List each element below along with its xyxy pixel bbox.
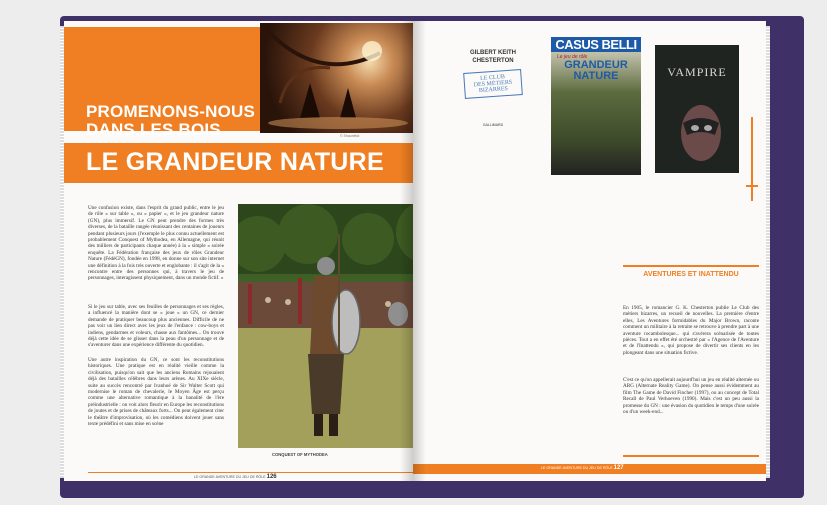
section-kicker [86, 103, 255, 139]
vampire-book [655, 45, 739, 173]
book-publisher [455, 123, 531, 127]
book-author: GILBERT KEITH CHESTERTON [470, 50, 516, 64]
book-title-3: BIZARRES [478, 85, 509, 94]
book-title-2: DES MÉTIERS [473, 79, 513, 89]
box-rule-top [623, 265, 759, 267]
sidebar-title: AVENTURES ET INATTENDU [643, 271, 739, 278]
torchlight-photo [260, 23, 413, 133]
footer-rule [88, 472, 413, 473]
book-cover-chesterton [455, 43, 531, 127]
page-number: 126 [266, 474, 277, 480]
kicker-line-2: DANS LES BOIS [86, 120, 221, 139]
magazine-headline-1: GRANDEUR [564, 59, 628, 71]
footer-label-right: LE GRANDE AVENTURE DU JEU DE RÔLE [541, 466, 613, 470]
book-title-1: LE CLUB [479, 74, 506, 82]
photo-caption: CONQUEST OF MYTHODEA [272, 452, 328, 457]
publisher-label: GALLIMARD [482, 123, 504, 127]
top-photo-credit: © Shaunfeld [340, 134, 360, 138]
magazine-headline-2: NATURE [573, 70, 619, 82]
page-number-right: 127 [613, 465, 624, 471]
footer-label: LE GRANDE AVENTURE DU JEU DE RÔLE [194, 475, 266, 479]
vampire-title: VAMPIRE [667, 65, 727, 79]
right-folio [541, 465, 624, 471]
right-page [413, 21, 766, 481]
casus-belli-magazine [551, 37, 641, 175]
box-rule-bottom [623, 455, 759, 457]
body-text-3: Une autre inspiration du GN, ce sont les reconstitutions historiques. Une pratique est en réalité vieille comme la civilisation, puisqu'on sait que les anciens Romains rejouaient déjà des batailles célèbres dans leurs arènes. Au XIXe siècle, suite au succès rencontré par Ivanhoé de Sir Walter Scott qui modernise le roman de chevalerie, le Moyen Âge est perçu comme une alternative romantique à la banalité de l'ère préindustrielle : on voit alors fleurir en Europe les reconstitutions de joutes et de prises de châteaux forts... On peut également citer le théâtre d'improvisation, où les comédiens doivent jouer sans texte prédéfini et sans mise en scène [88, 357, 224, 428]
sidebar-text-2: C'est ce qu'on appellerait aujourd'hui un jeu en réalité alternée ou ARG (Alternate Reality Game). On pense aussi évidemment au film The Game de David Fincher (1997), ou au concept de Total Recall de Paul Verhoeven (1990). Mais c'est un peu aussi la promesse du GN : une évasion du quotidien le temps d'une soirée ou d'un week-end... [623, 377, 759, 416]
body-text-2: Si le jeu sur table, avec ses feuilles de personnages et ses règles, a influencé la manière dont se « joue » un GN, ce dernier demande de pratiquer beaucoup plus anciennes. Difficile de ne pas voir un lien direct avec les jeux de l'enfance : cow-boys et indiens, gendarmes et voleurs, chasse aux fantômes... On trouve déjà cette idée de se glisser dans la peau d'un personnage et de s'aventurer dans une expérience différente du quotidien. [88, 304, 224, 349]
mask-illustration [655, 83, 739, 173]
magazine-masthead: CASUS BELLI [551, 37, 641, 52]
sword-icon [745, 117, 759, 217]
left-folio [194, 474, 277, 480]
chapter-title: LE GRANDEUR NATURE [86, 148, 384, 176]
magazine-subtitle: Le jeu de rôle [557, 54, 588, 60]
kicker-line-1: PROMENONS-NOUS [86, 102, 256, 121]
body-text-1: Une confusion existe, dans l'esprit du grand public, entre le jeu de rôle « sur table », ou « papier », et le jeu grandeur nature (GN), plus immersif. Le GN peut prendre des formes très diverses, de la bataille rangée réunissant des centaines de joueurs pendant plusieurs jours (l'exemple le plus connu actuellement est probablement Conquest of Mythodea, en Allemagne, qui réunit des milliers de participants chaque année) à la « simple » soirée enquête. La Fédération française des jeux de rôles Grandeur Nature (FédéGN), fondée en 1998, en donne sur son site internet une définition à la fois très ouverte et englobante : il s'agit de la « rencontre entre des personnes qui, à travers le jeu de personnages, interagissent physiquement, dans un monde fictif. » [88, 205, 224, 282]
sidebar-text-1: En 1905, le romancier G. K. Chesterton publie Le Club des métiers bizarres, un recueil de nouvelles. La première d'entre elles, Les Aventures formidables du Major Brown, raconte comment un militaire à la retraite se retrouve à prendre part à une aventure rocambolesque... qui s'avérera scénarisée de toutes pièces. Tout a en effet été orchestré par « l'Agence de l'Aventure et de l'Inattendu », qui propose de divertir ses clients en les plongeant dans une situation fictive. [623, 305, 759, 356]
